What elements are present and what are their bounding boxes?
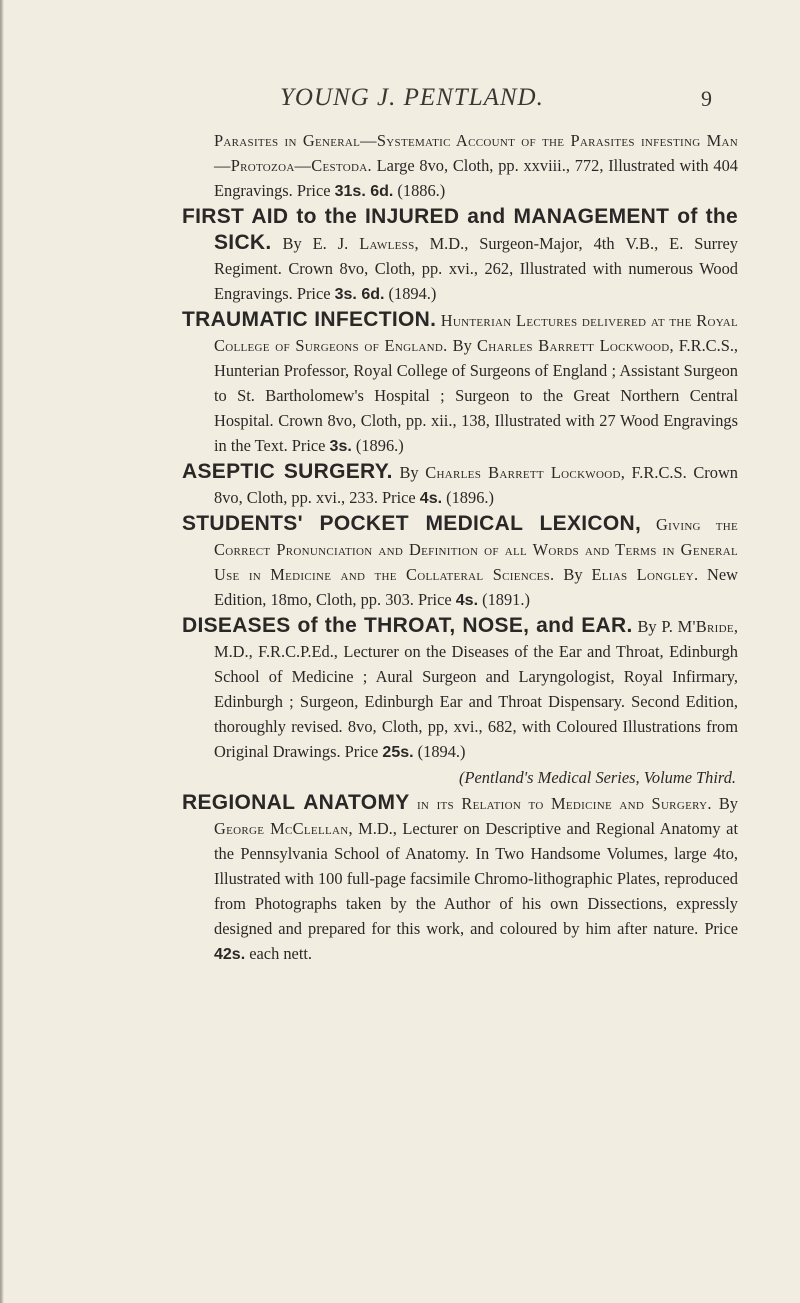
catalogue-entry-regional-anatomy bbox=[182, 790, 738, 967]
entry-price: 42s. bbox=[214, 946, 246, 963]
entry-author: George McClellan bbox=[214, 819, 349, 838]
entry-title: DISEASES of the THROAT, NOSE, and EAR. bbox=[182, 614, 633, 637]
entry-title: STUDENTS' POCKET MEDICAL LEXICON, bbox=[182, 512, 642, 535]
catalogue-listing bbox=[182, 128, 739, 967]
entry-subtitle: Hunterian Lectures delivered at the Royal College of Surgeons of England. bbox=[214, 311, 738, 355]
entry-subtitle: Giving the Correct Pronunciation and Definition of all Words and Terms in General Use in Medicine and the Collateral Sciences. bbox=[214, 515, 739, 584]
entry-author: Lawless bbox=[359, 234, 415, 253]
catalogue-entry-first-aid bbox=[182, 204, 738, 307]
catalogue-entry-aseptic-surgery bbox=[182, 459, 738, 511]
catalogue-entry-traumatic-infection bbox=[182, 307, 738, 459]
catalogue-entry-throat-nose-ear bbox=[182, 613, 738, 765]
page-edge bbox=[0, 0, 4, 1303]
entry-price: 4s. bbox=[419, 490, 443, 507]
entry-byline: By bbox=[447, 336, 477, 355]
entry-title: FIRST AID to the INJURED and MANAGEMENT of the SICK. bbox=[182, 205, 738, 254]
entry-byline: By E. J. bbox=[271, 234, 360, 253]
entry-body: , M.D., Lecturer on Descriptive and Regional Anatomy at the Pennsylvania School of Anatomy. In Two Handsome Volumes, large 4to, Illustrated with 100 full-page facsimile Chromo-lithographic Plates, reproduced from Photographs taken by the Author of his own Dissections, expressly designed and prepared for this work, and coloured by him after nature. Price bbox=[214, 819, 738, 938]
entry-date: (1886.) bbox=[393, 181, 446, 200]
entry-price: 25s. bbox=[382, 744, 414, 761]
entry-body: , M.D., F.R.C.P.Ed., Lecturer on the Diseases of the Ear and Throat, Edinburgh School of Medicine ; Aural Surgeon and Laryngologist, Royal Infirmary, Edinburgh ; Surgeon, Edinburgh Ear and Throat Dispensary. Second Edition, thoroughly revised. 8vo, Cloth, pp, xvi., 682, with Coloured Illustrations from Original Drawings. Price bbox=[214, 617, 738, 761]
entry-price: 31s. 6d. bbox=[334, 183, 394, 200]
entry-body: , F.R.C.S., Hunterian Professor, Royal College of Surgeons of England ; Assistant Surgeon to St. Bartholomew's Hospital ; Surgeon to the Great Northern Central Hospital. Crown 8vo, Cloth, pp. xii., 138, Illustrated with 27 Wood Engravings in the Text. Price bbox=[214, 336, 739, 455]
entry-body: , F.R.C.S. Crown 8vo, Cloth, pp. xvi., 233. Price bbox=[214, 463, 738, 507]
series-note: (Pentland's Medical Series, Volume Third. bbox=[459, 768, 736, 787]
entry-body: . New Edition, 18mo, Cloth, pp. 303. Price bbox=[214, 565, 738, 609]
entry-title: Parasites in General—Systematic Account of the Parasites infesting Man—Protozoa—Cestoda. bbox=[214, 131, 738, 175]
entry-date: (1896.) bbox=[351, 436, 404, 455]
entry-price: 4s. bbox=[455, 592, 479, 609]
entry-date: each nett. bbox=[245, 944, 313, 963]
entry-byline: By bbox=[711, 794, 738, 813]
catalogue-entry-medical-lexicon bbox=[182, 511, 738, 613]
entry-author: M'Bride bbox=[677, 617, 734, 636]
entry-date: (1894.) bbox=[384, 284, 437, 303]
catalogue-entry-parasites bbox=[214, 128, 738, 204]
page-number: 9 bbox=[701, 86, 712, 111]
entry-byline: By bbox=[554, 565, 592, 584]
entry-date: (1896.) bbox=[442, 488, 494, 507]
running-header: YOUNG J. PENTLAND. bbox=[280, 84, 544, 111]
entry-title: TRAUMATIC INFECTION. bbox=[182, 308, 437, 331]
entry-author: Charles Barrett Lockwood bbox=[425, 463, 621, 482]
entry-subtitle: in its Relation to Medicine and Surgery. bbox=[409, 794, 712, 813]
entry-title: ASEPTIC SURGERY. bbox=[182, 460, 393, 483]
entry-byline: By bbox=[392, 463, 426, 482]
entry-title: REGIONAL ANATOMY bbox=[182, 791, 410, 814]
entry-price: 3s. 6d. bbox=[334, 286, 385, 303]
entry-date: (1894.) bbox=[413, 742, 466, 761]
entry-author: Elias Longley bbox=[591, 565, 694, 584]
entry-body: , M.D., Surgeon-Major, 4th V.B., E. Surrey Regiment. Crown 8vo, Cloth, pp. xvi., 262, Illustrated with numerous Wood Engravings. Price bbox=[214, 234, 738, 303]
entry-price: 3s. bbox=[329, 438, 352, 455]
entry-byline: By P. bbox=[632, 617, 678, 636]
entry-body: Large 8vo, Cloth, pp. xxviii., 772, Illustrated with 404 Engravings. Price bbox=[214, 156, 738, 200]
entry-date: (1891.) bbox=[478, 590, 530, 609]
entry-author: Charles Barrett Lockwood bbox=[477, 336, 670, 355]
